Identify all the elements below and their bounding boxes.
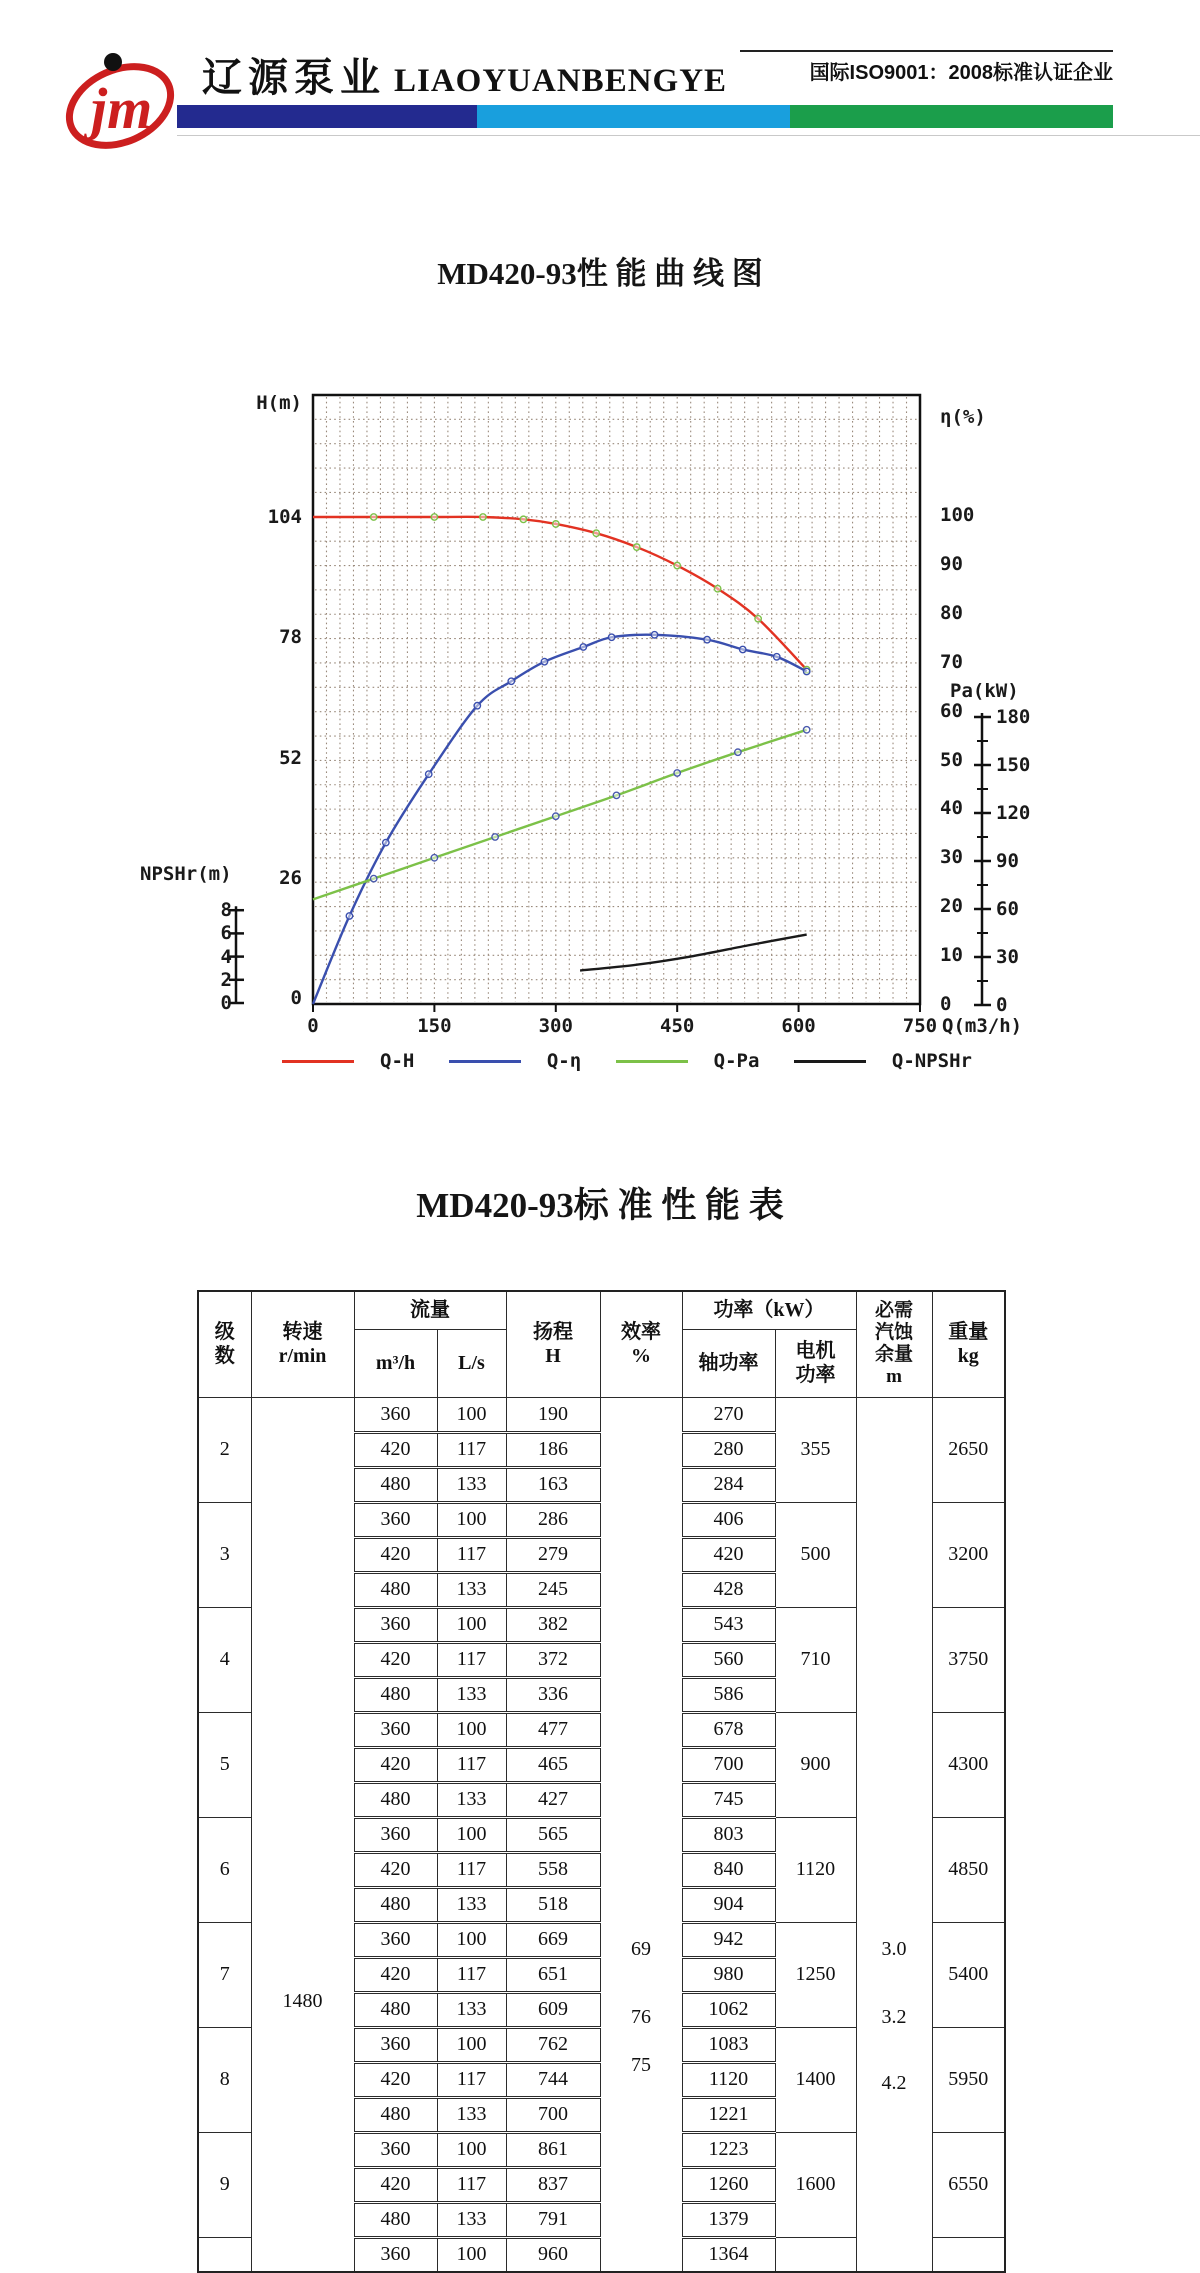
- table-cell: 336: [506, 1677, 600, 1712]
- legend-label: Q-Pa: [713, 1050, 760, 1072]
- q-axis-tick-label: 450: [660, 1015, 695, 1037]
- marker-Q-H: [674, 562, 680, 568]
- pa-axis-tick-label: 150: [996, 754, 1031, 776]
- table-cell: 861: [506, 2132, 600, 2167]
- table-cell: 280: [682, 1432, 775, 1467]
- table-cell: 480: [354, 1887, 437, 1922]
- table-cell: 279: [506, 1537, 600, 1572]
- npsh-cell-value: 3.2: [881, 2005, 907, 2028]
- table-cell: 420: [354, 1852, 437, 1887]
- table-cell: 360: [354, 1712, 437, 1747]
- table-cell: 744: [506, 2062, 600, 2097]
- table-cell: 163: [506, 1467, 600, 1502]
- table-cell: 700: [506, 2097, 600, 2132]
- table-cell: 609: [506, 1992, 600, 2027]
- table-cell: 133: [437, 1677, 506, 1712]
- table-cell: 100: [437, 1502, 506, 1537]
- marker-Q-H: [634, 544, 640, 550]
- marker-Q-η: [474, 703, 480, 709]
- legend-item-Q-η: [449, 1050, 581, 1072]
- table-cell: 117: [437, 2062, 506, 2097]
- table-cell: 480: [354, 1992, 437, 2027]
- col-header-shaft-power: 轴功率: [682, 1329, 775, 1397]
- table-cell: 117: [437, 2167, 506, 2202]
- bar-segment-green: [790, 105, 1113, 128]
- table-cell: 382: [506, 1607, 600, 1642]
- curve-Q-Pa: [313, 730, 807, 900]
- table-cell: 480: [354, 1782, 437, 1817]
- table-cell: 6550: [932, 2132, 1005, 2237]
- col-header-efficiency: 效率 %: [600, 1291, 682, 1397]
- table-cell: 543: [682, 1607, 775, 1642]
- marker-Q-H: [755, 616, 761, 622]
- chart-legend: [282, 1050, 972, 1072]
- table-cell: 372: [506, 1642, 600, 1677]
- marker-Q-Pa: [431, 855, 437, 861]
- table-cell: 428: [682, 1572, 775, 1607]
- table-cell: 1120: [775, 1817, 856, 1922]
- marker-Q-η: [426, 771, 432, 777]
- legend-swatch: [282, 1060, 354, 1063]
- table-cell: 420: [354, 1537, 437, 1572]
- table-cell: 1221: [682, 2097, 775, 2132]
- table-cell: 2: [198, 1397, 251, 1502]
- company-name-en: LIAOYUANBENGYE: [394, 63, 728, 99]
- legend-item-Q-NPSHr: [794, 1050, 972, 1072]
- table-cell: 133: [437, 1572, 506, 1607]
- legend-label: Q-NPSHr: [891, 1050, 972, 1072]
- col-header-weight: 重量 kg: [932, 1291, 1005, 1397]
- table-cell: 558: [506, 1852, 600, 1887]
- col-header-stage: 级 数: [198, 1291, 251, 1397]
- company-name: [202, 46, 727, 103]
- table-cell: 465: [506, 1747, 600, 1782]
- table-cell: 1400: [775, 2027, 856, 2132]
- marker-Q-H: [370, 514, 376, 520]
- table-cell: 420: [354, 2062, 437, 2097]
- col-header-flow-ls: L/s: [437, 1329, 506, 1397]
- marker-Q-η: [803, 668, 809, 674]
- npsh-cell-value: 4.2: [881, 2071, 907, 2094]
- efficiency-cell: [600, 1397, 682, 2272]
- table-cell: 100: [437, 1817, 506, 1852]
- table-cell: 837: [506, 2167, 600, 2202]
- table-cell: 669: [506, 1922, 600, 1957]
- table-body: [198, 1397, 1005, 2272]
- marker-Q-η: [346, 913, 352, 919]
- marker-Q-η: [508, 678, 514, 684]
- q-axis-tick-label: 750: [902, 1015, 938, 1037]
- plot-border: [313, 395, 920, 1004]
- q-axis-tick-label: 300: [538, 1015, 573, 1037]
- table-cell: 284: [682, 1467, 775, 1502]
- table-cell: 791: [506, 2202, 600, 2237]
- table-cell: 360: [354, 2132, 437, 2167]
- table-cell: 355: [775, 1397, 856, 1502]
- col-header-motor-power: 电机 功率: [775, 1329, 856, 1397]
- curve-Q-NPSHr: [580, 935, 807, 971]
- eta-axis-label: η(%): [940, 406, 986, 428]
- table-cell: 117: [437, 1537, 506, 1572]
- h-axis-tick-label: 52: [279, 746, 302, 769]
- legend-item-Q-Pa: [616, 1050, 760, 1072]
- marker-Q-η: [580, 644, 586, 650]
- table-cell: 7: [198, 1922, 251, 2027]
- legend-swatch: [616, 1060, 688, 1063]
- col-header-power-group: 功率（kW）: [682, 1291, 856, 1329]
- eta-axis-tick-label: 30: [940, 846, 963, 869]
- table-cell: 133: [437, 2202, 506, 2237]
- table-cell: 360: [354, 2027, 437, 2062]
- table-cell: 420: [354, 1432, 437, 1467]
- table-title: MD420-93标 准 性 能 表: [416, 1186, 784, 1225]
- company-logo: [58, 40, 183, 160]
- legend-label: Q-η: [546, 1050, 582, 1072]
- table-cell: 133: [437, 1992, 506, 2027]
- table-cell: 762: [506, 2027, 600, 2062]
- pa-axis-tick-label: 30: [996, 946, 1019, 968]
- npshr-axis-label: NPSHr(m): [140, 863, 232, 885]
- table-cell: 710: [775, 1607, 856, 1712]
- col-header-npsh: 必需 汽蚀 余量 m: [856, 1291, 932, 1397]
- table-cell: 133: [437, 1467, 506, 1502]
- table-cell: 117: [437, 1747, 506, 1782]
- efficiency-cell-value: 69: [631, 1937, 651, 1960]
- marker-Q-η: [383, 839, 389, 845]
- marker-Q-H: [480, 514, 486, 520]
- col-header-speed: 转速 r/min: [251, 1291, 354, 1397]
- q-axis-tick-label: 0: [307, 1015, 319, 1037]
- h-axis-tick-label: 78: [279, 626, 302, 649]
- table-cell: 5: [198, 1712, 251, 1817]
- table-cell: 5400: [932, 1922, 1005, 2027]
- table-cell: 745: [682, 1782, 775, 1817]
- eta-axis-tick-label: 70: [940, 650, 963, 673]
- table-cell: 840: [682, 1852, 775, 1887]
- eta-axis-tick-label: 100: [940, 504, 975, 526]
- table-cell: 480: [354, 2202, 437, 2237]
- table-cell: 420: [682, 1537, 775, 1572]
- table-cell: 133: [437, 1887, 506, 1922]
- table-cell: 480: [354, 2097, 437, 2132]
- table-cell: 980: [682, 1957, 775, 1992]
- table-cell: [932, 2237, 1005, 2272]
- marker-Q-H: [520, 516, 526, 522]
- table-cell: 6: [198, 1817, 251, 1922]
- q-axis-tick-label: 600: [781, 1015, 816, 1037]
- table-cell: 360: [354, 1607, 437, 1642]
- marker-Q-η: [774, 654, 780, 660]
- table-cell: 360: [354, 1817, 437, 1852]
- table-cell: 2650: [932, 1397, 1005, 1502]
- table-cell: 360: [354, 1922, 437, 1957]
- marker-Q-η: [740, 646, 746, 652]
- h-axis-tick-label: 0: [290, 987, 302, 1009]
- table-cell: 133: [437, 2097, 506, 2132]
- table-cell: 1364: [682, 2237, 775, 2272]
- table-cell: 1223: [682, 2132, 775, 2167]
- table-cell: 4850: [932, 1817, 1005, 1922]
- table-cell: 1120: [682, 2062, 775, 2097]
- table-cell: 270: [682, 1397, 775, 1432]
- pa-axis-tick-label: 90: [996, 850, 1019, 872]
- pa-axis-label: Pa(kW): [950, 680, 1019, 702]
- table-cell: 117: [437, 1852, 506, 1887]
- efficiency-cell-value: 76: [631, 2005, 651, 2028]
- col-header-head: 扬程 H: [506, 1291, 600, 1397]
- efficiency-cell-value: 75: [631, 2053, 651, 2076]
- npshr-axis-tick-label: 6: [220, 922, 232, 945]
- table-cell: 100: [437, 2027, 506, 2062]
- table-cell: 190: [506, 1397, 600, 1432]
- table-cell: 5950: [932, 2027, 1005, 2132]
- table-cell: 3200: [932, 1502, 1005, 1607]
- performance-curve-chart: [0, 385, 1200, 1085]
- q-axis-tick-label: 150: [417, 1015, 452, 1037]
- legend-swatch: [794, 1060, 866, 1063]
- table-cell: 3750: [932, 1607, 1005, 1712]
- table-cell: 480: [354, 1467, 437, 1502]
- table-cell: 427: [506, 1782, 600, 1817]
- table-cell: 420: [354, 1642, 437, 1677]
- eta-axis-tick-label: 10: [940, 944, 963, 967]
- marker-Q-Pa: [735, 749, 741, 755]
- npsh-cell-value: 3.0: [881, 1937, 907, 1960]
- table-cell: 245: [506, 1572, 600, 1607]
- table-cell: 1600: [775, 2132, 856, 2237]
- table-cell: 117: [437, 1432, 506, 1467]
- marker-Q-H: [593, 530, 599, 536]
- pa-axis-tick-label: 120: [996, 802, 1031, 824]
- eta-axis-tick-label: 20: [940, 895, 963, 918]
- eta-axis-tick-label: 50: [940, 748, 963, 771]
- table-cell: 904: [682, 1887, 775, 1922]
- table-cell: 8: [198, 2027, 251, 2132]
- h-axis-label: H(m): [256, 392, 302, 414]
- marker-Q-Pa: [553, 813, 559, 819]
- table-cell: 803: [682, 1817, 775, 1852]
- table-cell: 518: [506, 1887, 600, 1922]
- chart-title: MD420-93性 能 曲 线 图: [437, 256, 763, 291]
- brand-color-bar: [177, 105, 1113, 128]
- marker-Q-H: [714, 585, 720, 591]
- table-cell: 360: [354, 2237, 437, 2272]
- table-cell: 565: [506, 1817, 600, 1852]
- table-cell: 360: [354, 1502, 437, 1537]
- table-cell: 100: [437, 2132, 506, 2167]
- table-cell: 1260: [682, 2167, 775, 2202]
- header-hairline: [177, 135, 1200, 136]
- table-header: [198, 1291, 1005, 1397]
- marker-Q-H: [553, 521, 559, 527]
- bar-segment-dark-blue: [177, 105, 477, 128]
- table-cell: 100: [437, 1397, 506, 1432]
- table-cell: 133: [437, 1782, 506, 1817]
- marker-Q-Pa: [613, 792, 619, 798]
- marker-Q-η: [608, 634, 614, 640]
- table-cell: 4: [198, 1607, 251, 1712]
- table-cell: 480: [354, 1572, 437, 1607]
- h-axis-tick-label: 104: [267, 506, 302, 528]
- table-cell: 420: [354, 2167, 437, 2202]
- company-name-cn: 辽源泵业: [202, 56, 386, 100]
- eta-axis-tick-label: 60: [940, 699, 963, 722]
- table-cell: 360: [354, 1397, 437, 1432]
- table-cell: 500: [775, 1502, 856, 1607]
- pa-axis-tick-label: 60: [996, 898, 1019, 920]
- speed-cell-value: 1480: [282, 1989, 323, 2012]
- table-cell: 480: [354, 1677, 437, 1712]
- table-cell: 117: [437, 1957, 506, 1992]
- table-cell: 420: [354, 1957, 437, 1992]
- table-cell: 3: [198, 1502, 251, 1607]
- logo-swirl-icon: [58, 40, 183, 160]
- col-header-flow-group: 流量: [354, 1291, 506, 1329]
- pa-axis-tick-label: 0: [996, 994, 1008, 1016]
- col-header-flow-m3h: m³/h: [354, 1329, 437, 1397]
- table-cell: 186: [506, 1432, 600, 1467]
- marker-Q-η: [704, 636, 710, 642]
- legend-swatch: [449, 1060, 521, 1063]
- table-cell: 100: [437, 1607, 506, 1642]
- table-cell: 117: [437, 1642, 506, 1677]
- table-cell: 586: [682, 1677, 775, 1712]
- iso-certification-text: 国际ISO9001：2008标准认证企业: [809, 62, 1113, 84]
- table-cell: 100: [437, 1712, 506, 1747]
- certification-rule: [740, 50, 1113, 52]
- marker-Q-H: [431, 514, 437, 520]
- eta-axis-tick-label: 80: [940, 601, 963, 624]
- table-cell: 1379: [682, 2202, 775, 2237]
- marker-Q-Pa: [803, 727, 809, 733]
- table-cell: 651: [506, 1957, 600, 1992]
- npshr-axis-tick-label: 8: [220, 899, 232, 922]
- h-axis-tick-label: 26: [279, 866, 302, 889]
- table-cell: 100: [437, 1922, 506, 1957]
- marker-Q-Pa: [370, 875, 376, 881]
- legend-label: Q-H: [380, 1050, 415, 1072]
- table-cell: 1083: [682, 2027, 775, 2062]
- performance-table: [197, 1290, 1006, 2273]
- logo-text: jm: [91, 76, 153, 141]
- table-row: [198, 1397, 1005, 1432]
- table-cell: 286: [506, 1502, 600, 1537]
- pa-axis-tick-label: 180: [996, 706, 1031, 728]
- q-axis-label: Q(m3/h): [942, 1015, 1023, 1037]
- table-cell: 420: [354, 1747, 437, 1782]
- eta-axis-tick-label: 90: [940, 552, 963, 575]
- table-cell: 900: [775, 1712, 856, 1817]
- marker-Q-Pa: [674, 770, 680, 776]
- marker-Q-η: [541, 659, 547, 665]
- npshr-axis-tick-label: 4: [220, 945, 232, 968]
- legend-item-Q-H: [282, 1050, 414, 1072]
- table-cell: 942: [682, 1922, 775, 1957]
- table-cell: 700: [682, 1747, 775, 1782]
- npshr-axis-tick-label: 2: [220, 968, 232, 991]
- table-cell: 560: [682, 1642, 775, 1677]
- table-cell: 1062: [682, 1992, 775, 2027]
- table-cell: 9: [198, 2132, 251, 2237]
- table-cell: 678: [682, 1712, 775, 1747]
- speed-cell: [251, 1397, 354, 2272]
- logo-dot: [104, 53, 122, 71]
- bar-segment-light-blue: [477, 105, 790, 128]
- npsh-cell: [856, 1397, 932, 2272]
- npshr-axis-tick-label: 0: [220, 992, 232, 1014]
- table-cell: 406: [682, 1502, 775, 1537]
- table-cell: 1250: [775, 1922, 856, 2027]
- table-cell: 960: [506, 2237, 600, 2272]
- eta-axis-tick-label: 40: [940, 797, 963, 820]
- table-cell: 477: [506, 1712, 600, 1747]
- table-cell: [198, 2237, 251, 2272]
- table-cell: [775, 2237, 856, 2272]
- eta-axis-tick-label: 0: [940, 993, 952, 1015]
- table-cell: 4300: [932, 1712, 1005, 1817]
- marker-Q-Pa: [492, 834, 498, 840]
- marker-Q-η: [651, 632, 657, 638]
- table-cell: 100: [437, 2237, 506, 2272]
